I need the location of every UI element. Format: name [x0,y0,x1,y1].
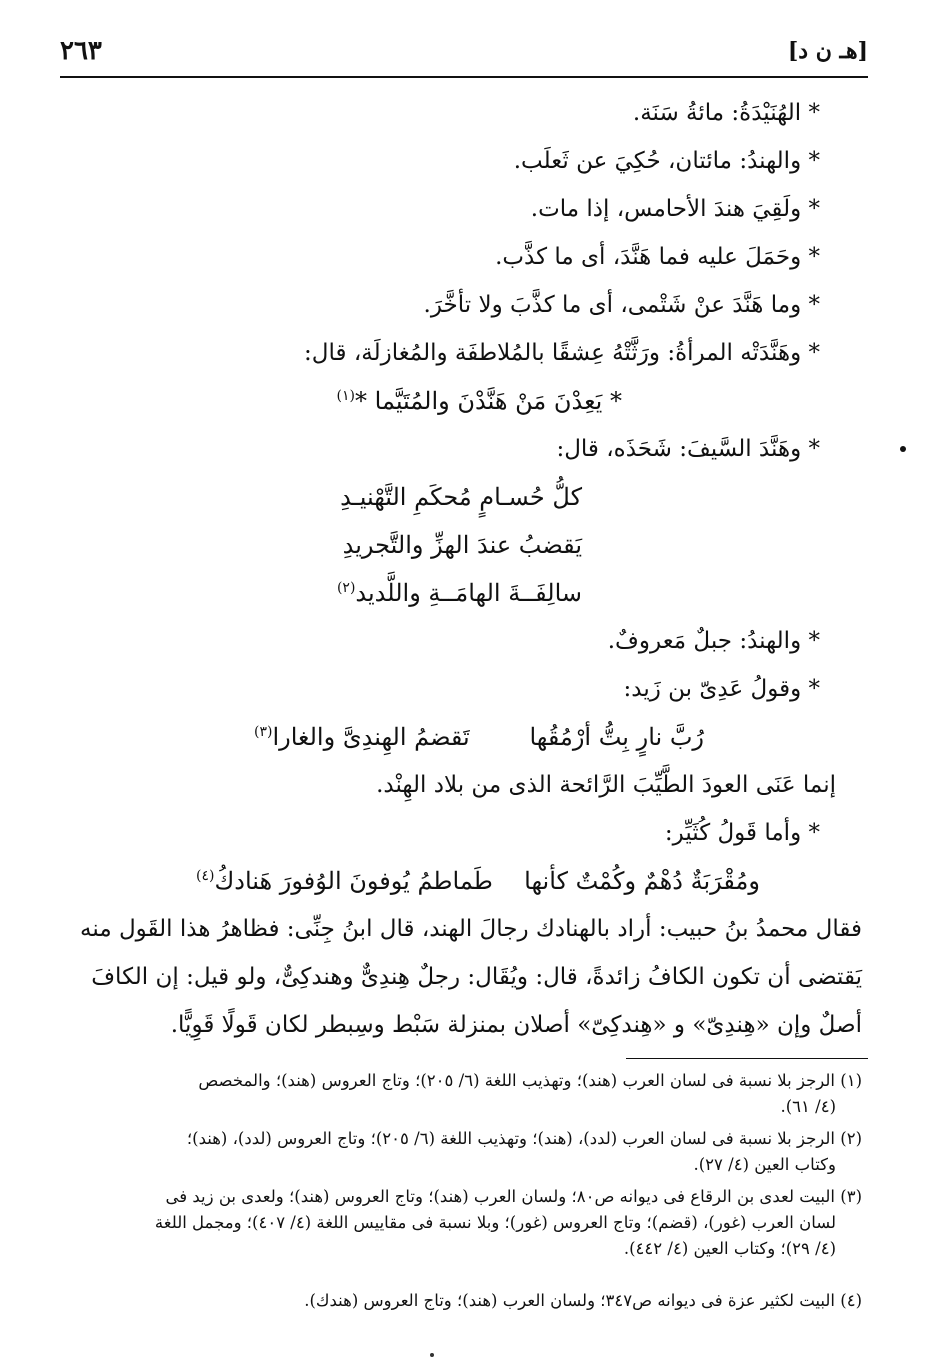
rajaz-line-1 [340,482,582,512]
entry-hannada-sword: * وهَنَّدَ السَّيفَ: شَحَذَه، قال: [556,436,820,462]
footnote-1-line-2: (٤/ ٦١). [780,1097,836,1116]
paragraph-line-1: فقال محمدُ بنُ حبيب: أراد بالهنادك رجالَ الهند، قال ابنُ جِنِّى: فظاهرُ هذا القَول منه [80,916,862,942]
footnote-1-line-1: (١) الرجز بلا نسبة فى لسان العرب (هند)؛ وتهذيب اللغة (٦/ ٢٠٥)؛ وتاج العروس (هند)؛ والمخصص [198,1071,862,1090]
header-rule [60,76,868,78]
footnote-mark-2: (٢) [336,580,356,596]
verse-adi-first-hemistich: رُبَّ نارٍ بِتُّ أرْمُقُها [529,723,704,751]
footnote-2-line-1: (٢) الرجز بلا نسبة فى لسان العرب (لدد)، (هند)؛ وتهذيب اللغة (٦/ ٢٠٥)؛ وتاج العروس (لدد)، (هند)؛ [186,1129,862,1148]
footnote-mark-4: (٤) [196,868,215,884]
rajaz-text: يَقضبُ عندَ الهزِّ والتَّجريدِ [342,531,582,559]
entry-hannada-delayed: * وما هَنَّدَ عنْ شَتْمى، أى ما كذَّبَ ولا تأخَّرَ. [423,292,820,318]
footnote-3-line-3: (٤/ ٢٩)؛ وكتاب العين (٤/ ٤٤٢). [623,1239,836,1258]
verse-yaidna [337,386,622,416]
paragraph-line-3: أصلٌ وإن «هِندِىّ» و «هِندكِىّ» أصلان بمنزلة سَبْط وسِبطر لكان قَولًا قَوِيًّا. [170,1012,862,1038]
entry-hind-mountain: * والهندُ: جبلٌ مَعروفٌ. [607,628,820,654]
hemistich-text: تَقضمُ الهِندِىَّ والغارا [272,723,470,751]
page-number: ٢٦٣ [60,36,102,66]
verse-text: * يَعِدْنَ مَنْ هَنَّدْنَ والمُتَيَّما * [355,387,622,415]
entry-kuthayyir: * وأما قَولُ كُثَيِّر: [664,820,820,846]
entry-adi-ibn-zayd: * وقولُ عَدِىّ بن زَيد: [623,676,820,702]
hemistich-text: طَماطمُ يُوفونَ الوُفورَ هَنادكُ [214,867,493,895]
section-tag: [هـ ن د] [787,38,868,64]
footnote-rule [626,1058,868,1059]
footnote-3-line-2: لسان العرب (غور)، (قضم)؛ وتاج العروس (غور)؛ وبلا نسبة فى مقاييس اللغة (٤/ ٤٠٧)؛ ومجمل اللغة [154,1213,836,1232]
gloss-adi: إنما عَنَى العودَ الطَّيِّبَ الرَّائحة الذى من بلاد الهِنْد. [376,772,836,798]
footnote-mark-3: (٣) [254,724,273,740]
rajaz-line-2 [343,530,582,560]
footnote-mark-1: (١) [336,388,355,404]
verse-kuthayyir-first-hemistich: ومُقْرَبَةٌ دُهْمٌ وكُمْتٌ كأنها [524,867,760,895]
footnote-4-line-1: (٤) البيت لكثير عزة فى ديوانه ص٣٤٧؛ ولسان العرب (هند)؛ وتاج العروس (هندك). [304,1291,862,1310]
entry-hind-two-hundred: * والهندُ: مائتان، حُكِيَ عن ثَعلَب. [513,148,820,174]
rajaz-text: كلُّ حُسـامٍ مُحكَمِ التَّهْنيـدِ [340,483,582,511]
footnote-3-line-1: (٣) البيت لعدى بن الرقاع فى ديوانه ص٨٠؛ ولسان العرب (هند)؛ وتاج العروس (هند)؛ ولعدى بن زيد فى [165,1187,862,1206]
entry-hind-ahamis: * ولَقِيَ هندَ الأحامس، إذا مات. [530,196,820,222]
running-head [60,36,868,76]
margin-dot [900,446,906,452]
bottom-dot [430,1353,434,1357]
entry-hannada-lied: * وحَمَلَ عليه فما هَنَّدَ، أى ما كذَّب. [495,244,820,270]
entry-hunayda: * الهُنَيْدَةُ: مائةُ سَنَة. [632,100,820,126]
footnote-2-line-2: وكتاب العين (٤/ ٢٧). [693,1155,836,1174]
verse-adi-second-hemistich [254,722,470,752]
entry-hannadathu-woman: * وهَنَّدَتْه المرأةُ: ورَثَّتْهُ عِشقًا بالمُلاطفَة والمُغازلَة، قال: [304,340,820,366]
verse-kuthayyir-second-hemistich [196,866,493,896]
rajaz-line-3 [337,578,582,608]
rajaz-text: سالِفَــةَ الهامَــةِ واللَّديد [355,579,582,607]
paragraph-line-2: يَقتضى أن تكون الكافُ زائدةً، قال: ويُقَال: رجلٌ هِندِىٌّ وهندكِىٌّ، ولو قيل: إن الكافَ [91,964,862,990]
